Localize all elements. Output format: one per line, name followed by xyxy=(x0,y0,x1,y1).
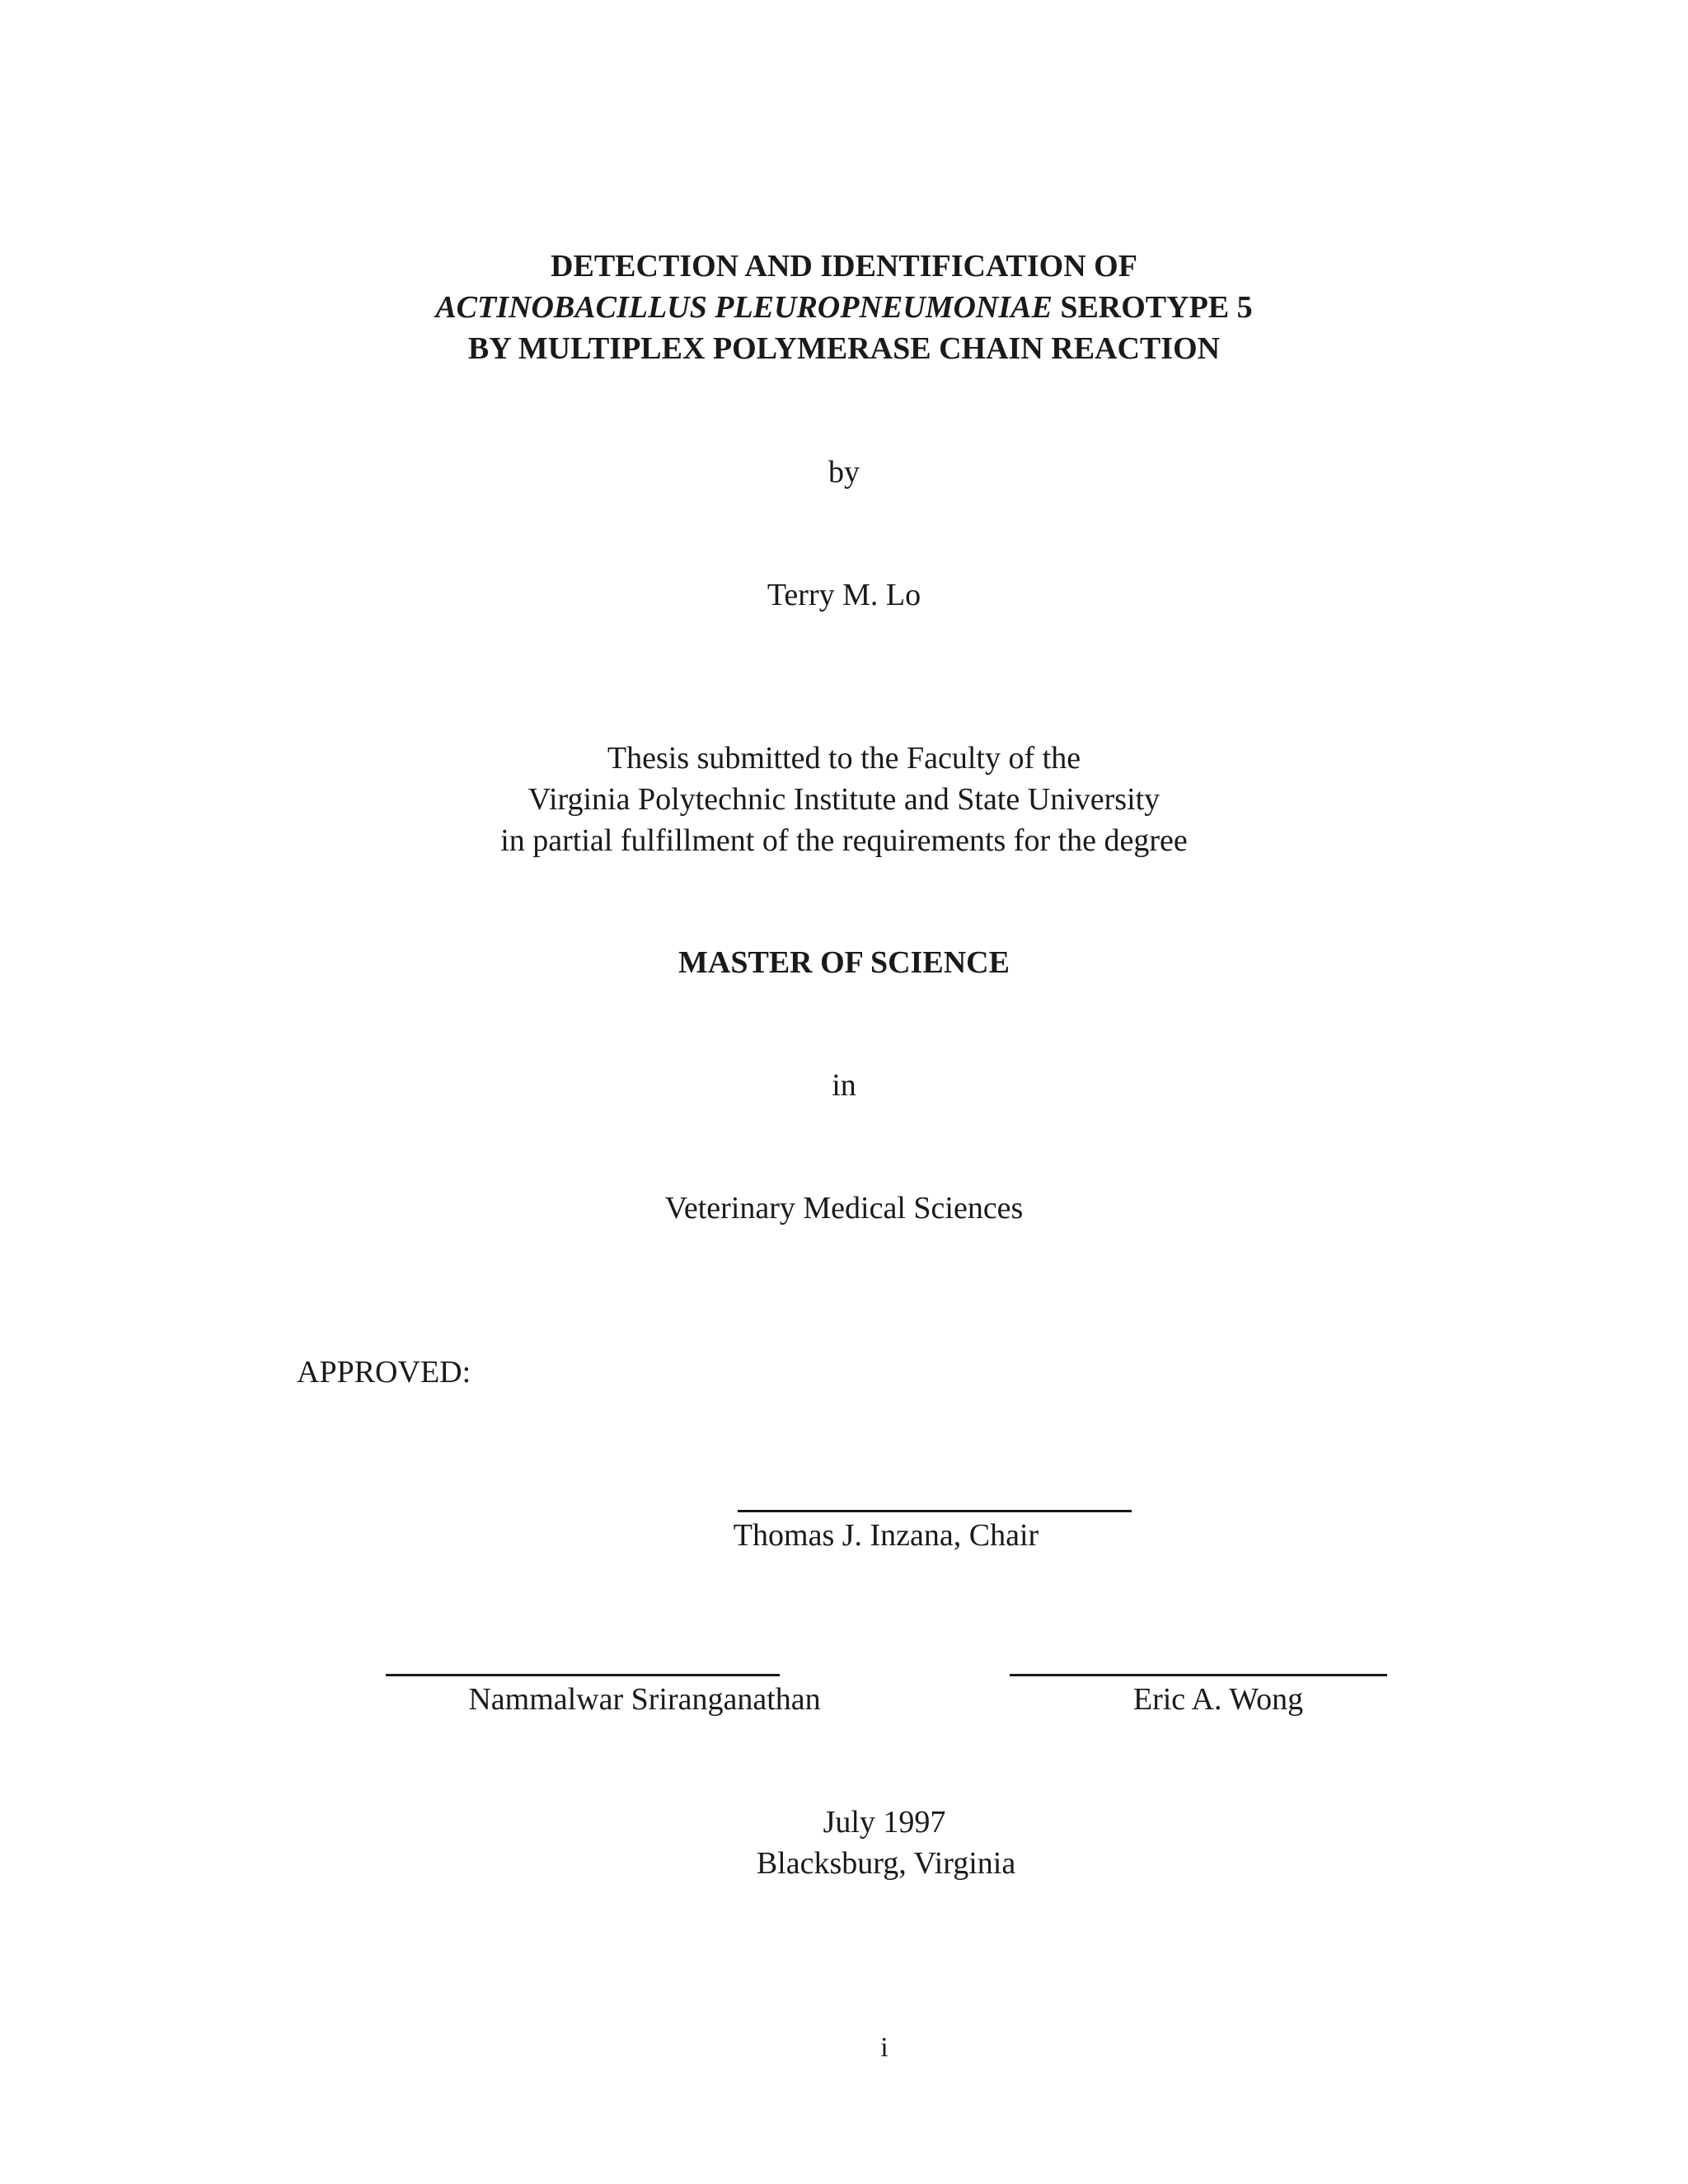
submission-date: July 1997 xyxy=(823,1805,946,1840)
field-of-study: Veterinary Medical Sciences xyxy=(664,1191,1024,1226)
title-line-3: BY MULTIPLEX POLYMERASE CHAIN REACTION xyxy=(467,331,1221,366)
submission-line-2: Virginia Polytechnic Institute and State University xyxy=(528,782,1160,817)
member2-signature-line xyxy=(1010,1674,1387,1676)
chair-name: Thomas J. Inzana, Chair xyxy=(733,1518,1039,1553)
title-serotype: SEROTYPE 5 xyxy=(1052,290,1253,325)
page-number: i xyxy=(880,2032,889,2063)
member2-name: Eric A. Wong xyxy=(1132,1682,1304,1717)
member1-name: Nammalwar Sriranganathan xyxy=(468,1682,821,1717)
member1-signature-line xyxy=(386,1674,780,1676)
by-label: by xyxy=(828,455,860,490)
submission-location: Blacksburg, Virginia xyxy=(756,1846,1016,1881)
approved-label: APPROVED: xyxy=(297,1355,471,1390)
in-label: in xyxy=(832,1068,856,1103)
title-line-1: DETECTION AND IDENTIFICATION OF xyxy=(551,249,1137,284)
chair-signature-line xyxy=(738,1510,1132,1512)
degree-title: MASTER OF SCIENCE xyxy=(678,945,1010,980)
submission-line-1: Thesis submitted to the Faculty of the xyxy=(607,741,1081,776)
submission-line-3: in partial fulfillment of the requirements for the degree xyxy=(500,823,1188,858)
title-line-2 xyxy=(0,287,1688,328)
author-name: Terry M. Lo xyxy=(767,578,921,612)
title-organism: ACTINOBACILLUS PLEUROPNEUMONIAE xyxy=(435,290,1053,325)
